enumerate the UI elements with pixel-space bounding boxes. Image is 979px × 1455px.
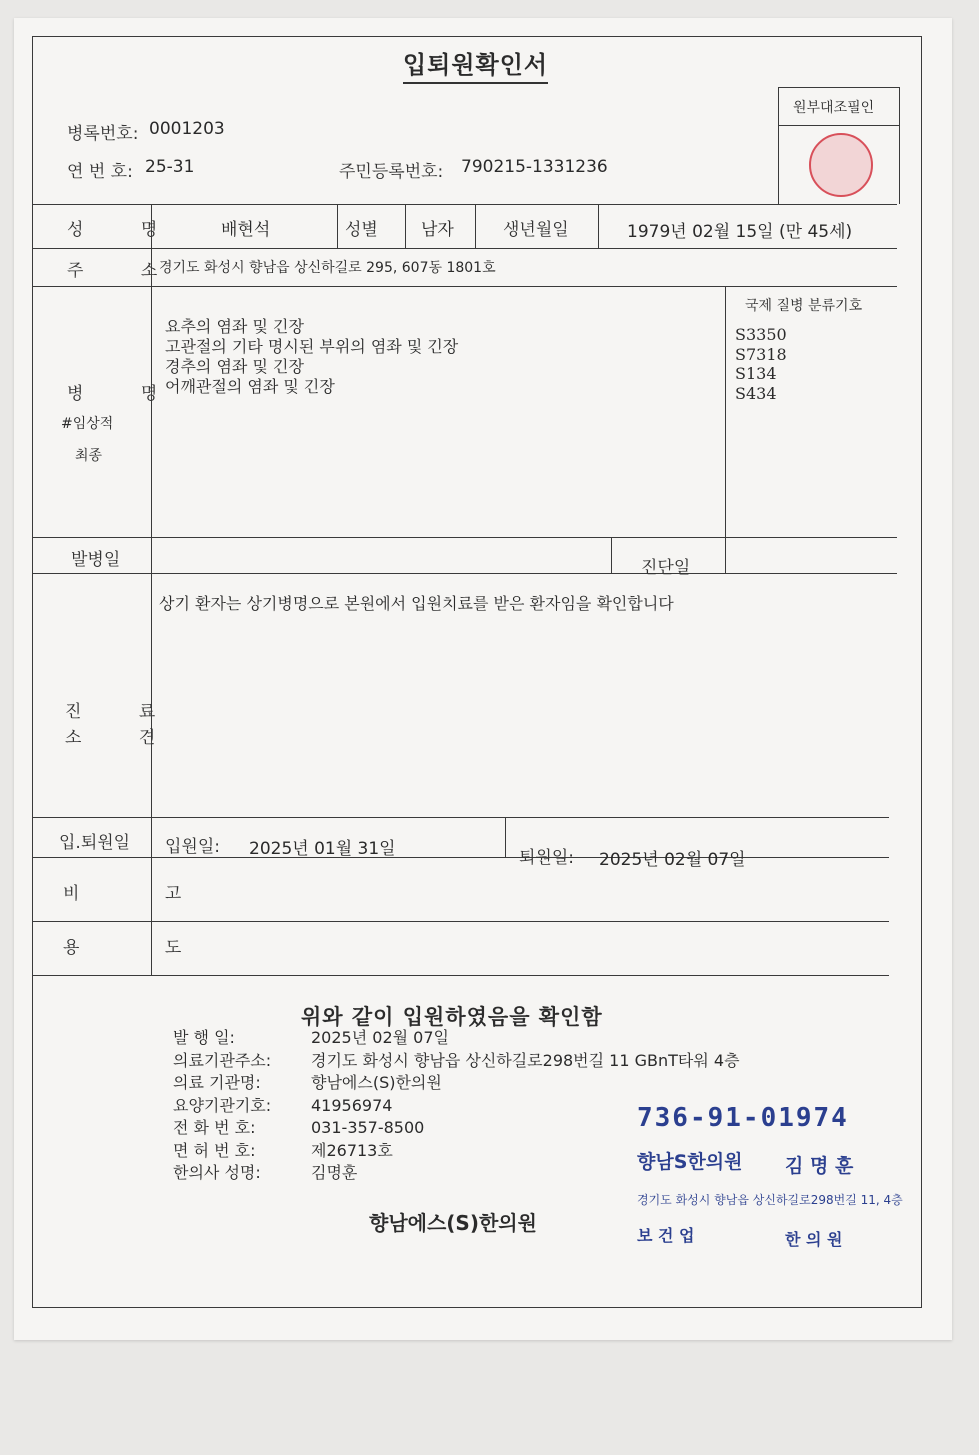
blue-stamp-reg-no: 736-91-01974 bbox=[637, 1103, 849, 1133]
blue-stamp-category: 한 의 원 bbox=[785, 1230, 843, 1249]
icd-code: S7318 bbox=[735, 344, 787, 364]
blue-stamp-doctor: 김 명 훈 bbox=[785, 1155, 854, 1177]
address-label: 의료기관주소: bbox=[173, 1050, 272, 1070]
document-page bbox=[14, 18, 952, 1340]
issue-date-label: 발 행 일: bbox=[173, 1028, 235, 1047]
clinic-name-label: 의료 기관명: bbox=[173, 1073, 261, 1092]
confirm-statement: 위와 같이 입원하였음을 확인함 bbox=[301, 1004, 603, 1029]
record-no-label: 병록번호: bbox=[67, 124, 139, 144]
diagnosis-item: 고관절의 기타 명시된 부위의 염좌 및 긴장 bbox=[165, 337, 459, 356]
blue-stamp-type: 보 건 업 bbox=[637, 1226, 695, 1245]
phone-value: 031-357-8500 bbox=[311, 1118, 425, 1137]
diagnosis-list bbox=[165, 317, 458, 397]
diagnosis-label: 병 명 bbox=[67, 384, 184, 404]
name-label: 성 명 bbox=[67, 220, 184, 240]
stay-label: 입.퇴원일 bbox=[59, 833, 131, 853]
issuer-labels bbox=[173, 1027, 271, 1185]
icd-code: S3350 bbox=[735, 325, 787, 344]
phone-label: 전 화 번 호: bbox=[173, 1118, 256, 1137]
opinion-text: 상기 환자는 상기병명으로 본원에서 입원치료를 받은 환자임을 확인합니다 bbox=[159, 594, 674, 613]
document-title: 입퇴원확인서 bbox=[403, 45, 548, 84]
resident-label: 주민등록번호: bbox=[339, 162, 444, 182]
record-no-value: 0001203 bbox=[149, 119, 225, 139]
remarks-label: 비 고 bbox=[63, 884, 222, 904]
serial-label: 연 번 호: bbox=[67, 162, 133, 182]
clinic-name-footer: 향남에스(S)한의원 bbox=[369, 1211, 537, 1235]
red-seal-stamp bbox=[809, 133, 873, 197]
serial-value: 25-31 bbox=[145, 157, 195, 177]
address-label: 주 소 bbox=[67, 261, 184, 281]
birth-label: 생년월일 bbox=[503, 220, 569, 240]
doctor-value: 김명훈 bbox=[311, 1163, 358, 1182]
diagnosis-sub-clinical: #임상적 bbox=[61, 416, 114, 432]
icd-label: 국제 질병 분류기호 bbox=[745, 298, 863, 314]
clinic-name-value: 향남에스(S)한의원 bbox=[311, 1073, 442, 1092]
doctor-label: 한의사 성명: bbox=[173, 1163, 261, 1182]
form-frame bbox=[32, 36, 922, 1308]
icd-code-list bbox=[735, 325, 787, 403]
admit-value: 2025년 01월 31일 bbox=[249, 839, 396, 859]
seal-label: 원부대조필인 bbox=[793, 100, 875, 116]
admit-label: 입원일: bbox=[165, 837, 220, 857]
discharge-value: 2025년 02월 07일 bbox=[599, 850, 746, 870]
address-value: 경기도 화성시 향남읍 상신하길로 295, 607동 1801호 bbox=[159, 260, 496, 276]
license-label: 면 허 번 호: bbox=[173, 1140, 256, 1160]
resident-value: 790215-1331236 bbox=[461, 157, 608, 177]
license-value: 제26713호 bbox=[311, 1140, 393, 1160]
icd-code: S434 bbox=[735, 383, 777, 403]
blue-stamp-clinic: 향남S한의원 bbox=[637, 1151, 743, 1173]
provider-code-label: 요양기관기호: bbox=[173, 1095, 272, 1115]
diagnosis-item: 경추의 염좌 및 긴장 bbox=[165, 357, 304, 376]
diagnosis-item: 요추의 염좌 및 긴장 bbox=[165, 317, 304, 336]
opinion-label-1: 진 료 bbox=[65, 702, 182, 722]
diagnosis-item: 어깨관절의 염좌 및 긴장 bbox=[165, 377, 335, 396]
name-value: 배현석 bbox=[221, 220, 271, 240]
discharge-label: 퇴원일: bbox=[519, 848, 574, 868]
sex-value: 남자 bbox=[421, 220, 454, 240]
onset-date-label: 발병일 bbox=[71, 550, 121, 570]
address-value: 경기도 화성시 향남읍 상신하길로298번길 11 GBnT타워 4층 bbox=[311, 1050, 740, 1070]
sex-label: 성별 bbox=[345, 220, 378, 240]
opinion-label-2: 소 견 bbox=[65, 728, 182, 748]
provider-code-value: 41956974 bbox=[311, 1095, 393, 1115]
birth-value: 1979년 02월 15일 (만 45세) bbox=[627, 222, 853, 242]
blue-stamp-address: 경기도 화성시 향남읍 상신하길로298번길 11, 4층 bbox=[637, 1193, 903, 1207]
diagnosis-date-label: 진단일 bbox=[641, 558, 691, 578]
purpose-label: 용 도 bbox=[63, 938, 222, 958]
issue-date-value: 2025년 02월 07일 bbox=[311, 1028, 449, 1047]
icd-code: S134 bbox=[735, 364, 777, 383]
diagnosis-sub-final: 최종 bbox=[75, 448, 103, 464]
